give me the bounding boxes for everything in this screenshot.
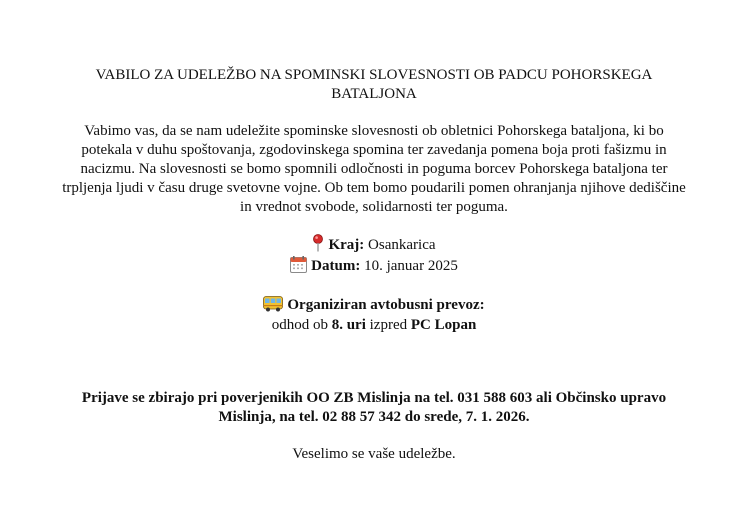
date-line	[0, 256, 748, 279]
transport-line	[0, 296, 748, 318]
transport-label: Organiziran avtobusni prevoz:	[287, 297, 485, 313]
departure-middle: izpred	[369, 317, 408, 333]
departure-prefix: odhod ob	[271, 317, 328, 333]
date-label: Datum:	[311, 258, 361, 274]
departure-time: 8. uri	[331, 317, 366, 333]
date-value: 10. januar 2025	[364, 258, 458, 274]
pin-icon	[312, 234, 324, 258]
signup-info: Prijave se zbirajo pri poverjenikih OO ZB Mislinja na tel. 031 588 603 ali Občinsko upravo Mislinja, na tel. 02 88 57 342 do srede, 7. 1. 2026.	[81, 390, 667, 425]
bus-icon	[263, 296, 283, 318]
invitation-intro: Vabimo vas, da se nam udeležite spominske slovesnosti ob obletnici Pohorskega bataljona, ki bo potekala v duhu spoštovanja, zgodovinskega spomina ter zavedanja pomena boja proti fašizmu in nacizmu. Na slovesnosti se bomo spomnili odločnosti in poguma borcev Pohorskega bataljona ter trpljenja ljudi v času druge svetovne vojne. Ob tem bomo poudarili pomen ohranjanja njihove dediščine in vrednot svobode, solidarnosti ter poguma.	[62, 123, 686, 215]
calendar-icon	[290, 256, 307, 279]
departure-line	[0, 316, 748, 335]
location-line	[0, 234, 748, 258]
location-label: Kraj:	[328, 237, 365, 253]
closing-line: Veselimo se vaše udeležbe.	[292, 446, 456, 462]
location-value: Osankarica	[368, 237, 436, 253]
departure-place: PC Lopan	[410, 317, 477, 333]
invitation-title: VABILO ZA UDELEŽBO NA SPOMINSKI SLOVESNOSTI OB PADCU POHORSKEGA BATALJONA	[95, 67, 653, 102]
